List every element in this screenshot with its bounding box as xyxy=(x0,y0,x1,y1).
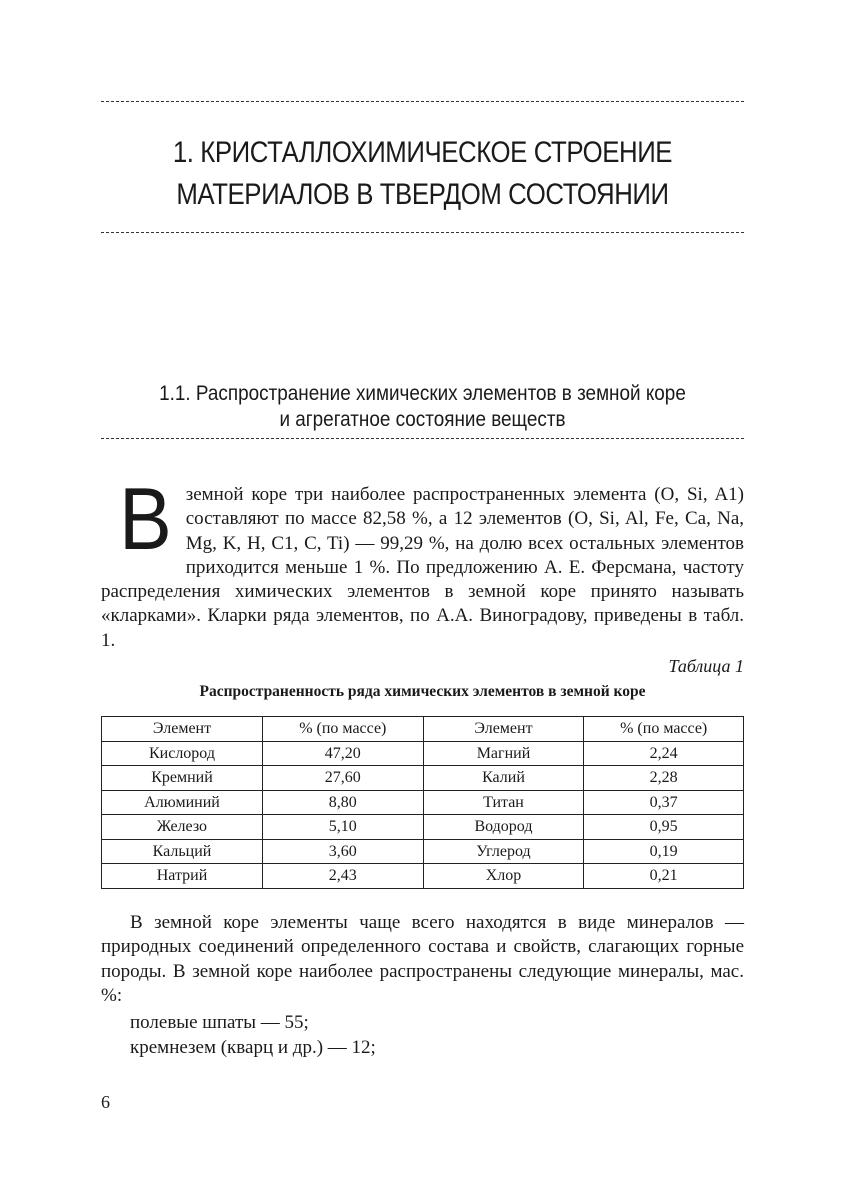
header-mass: % (по массе) xyxy=(584,717,744,742)
cell-value: 0,19 xyxy=(584,839,744,864)
chapter-title xyxy=(146,132,699,216)
cell-value: 0,21 xyxy=(584,864,744,889)
cell-value: 0,37 xyxy=(584,790,744,815)
cell-element: Кремний xyxy=(102,766,263,791)
drop-cap: В xyxy=(119,469,172,568)
cell-element: Углерод xyxy=(423,839,584,864)
section-rule xyxy=(101,438,744,439)
table-title: Распространенность ряда химических элементов в земной коре xyxy=(199,683,646,700)
table-row xyxy=(102,790,744,815)
table-row xyxy=(102,864,744,889)
header-mass: % (по массе) xyxy=(262,717,423,742)
cell-value: 8,80 xyxy=(262,790,423,815)
table-row xyxy=(102,815,744,840)
cell-element: Кислород xyxy=(102,741,263,766)
cell-element: Железо xyxy=(102,815,263,840)
section-title xyxy=(133,381,712,433)
section-title-line-2: и агрегатное состояние веществ xyxy=(279,408,566,431)
minerals-list-item: кремнезем (кварц и др.) — 12; xyxy=(130,1037,376,1058)
cell-element: Кальций xyxy=(102,839,263,864)
intro-paragraph xyxy=(101,469,744,653)
cell-value: 47,20 xyxy=(262,741,423,766)
cell-value: 3,60 xyxy=(262,839,423,864)
chapter-bottom-rule xyxy=(101,232,744,233)
section-title-line-1: 1.1. Распространение химических элементов в земной коре xyxy=(159,382,686,405)
cell-element: Титан xyxy=(423,790,584,815)
cell-element: Калий xyxy=(423,766,584,791)
elements-table xyxy=(101,716,744,889)
chapter-title-line-2: МАТЕРИАЛОВ В ТВЕРДОМ СОСТОЯНИИ xyxy=(176,178,669,211)
cell-value: 2,24 xyxy=(584,741,744,766)
minerals-paragraph: В земной коре элементы чаще всего находятся в виде минералов — природных соединений определенного состава и свойств, слагающих горные породы. В земной коре наиболее распространены следующие минералы, мас. %: xyxy=(101,912,744,1006)
table-row xyxy=(102,839,744,864)
cell-element: Алюминий xyxy=(102,790,263,815)
table-header-row xyxy=(102,717,744,742)
cell-value: 2,28 xyxy=(584,766,744,791)
cell-element: Натрий xyxy=(102,864,263,889)
top-rule xyxy=(101,101,744,102)
cell-value: 2,43 xyxy=(262,864,423,889)
cell-element: Водород xyxy=(423,815,584,840)
table-row xyxy=(102,741,744,766)
cell-value: 0,95 xyxy=(584,815,744,840)
page-number: 6 xyxy=(101,1092,110,1112)
chapter-title-line-1: 1. КРИСТАЛЛОХИМИЧЕСКОЕ СТРОЕНИЕ xyxy=(172,136,673,169)
intro-text: земной коре три наиболее распространенных элемента (O, Si, A1) составляют по массе 82,58 %, а 12 элементов (O, Si, Al, Fe, Ca, Na, Mg, K, H, C1, C, Ti) — 99,29 %, на долю всех остальных элементов приходится меньше 1 %. По предложению А. Е. Ферсмана, частоту распределения химических элементов в земной коре принято называть «кларками». Кларки ряда элементов, по А.А. Виноградову, приведены в табл. 1. xyxy=(101,484,744,651)
table-number: Таблица 1 xyxy=(668,656,744,676)
cell-element: Магний xyxy=(423,741,584,766)
header-element: Элемент xyxy=(102,717,263,742)
table-row xyxy=(102,766,744,791)
cell-value: 27,60 xyxy=(262,766,423,791)
minerals-list-item: полевые шпаты — 55; xyxy=(130,1012,309,1033)
cell-element: Хлор xyxy=(423,864,584,889)
header-element: Элемент xyxy=(423,717,584,742)
cell-value: 5,10 xyxy=(262,815,423,840)
